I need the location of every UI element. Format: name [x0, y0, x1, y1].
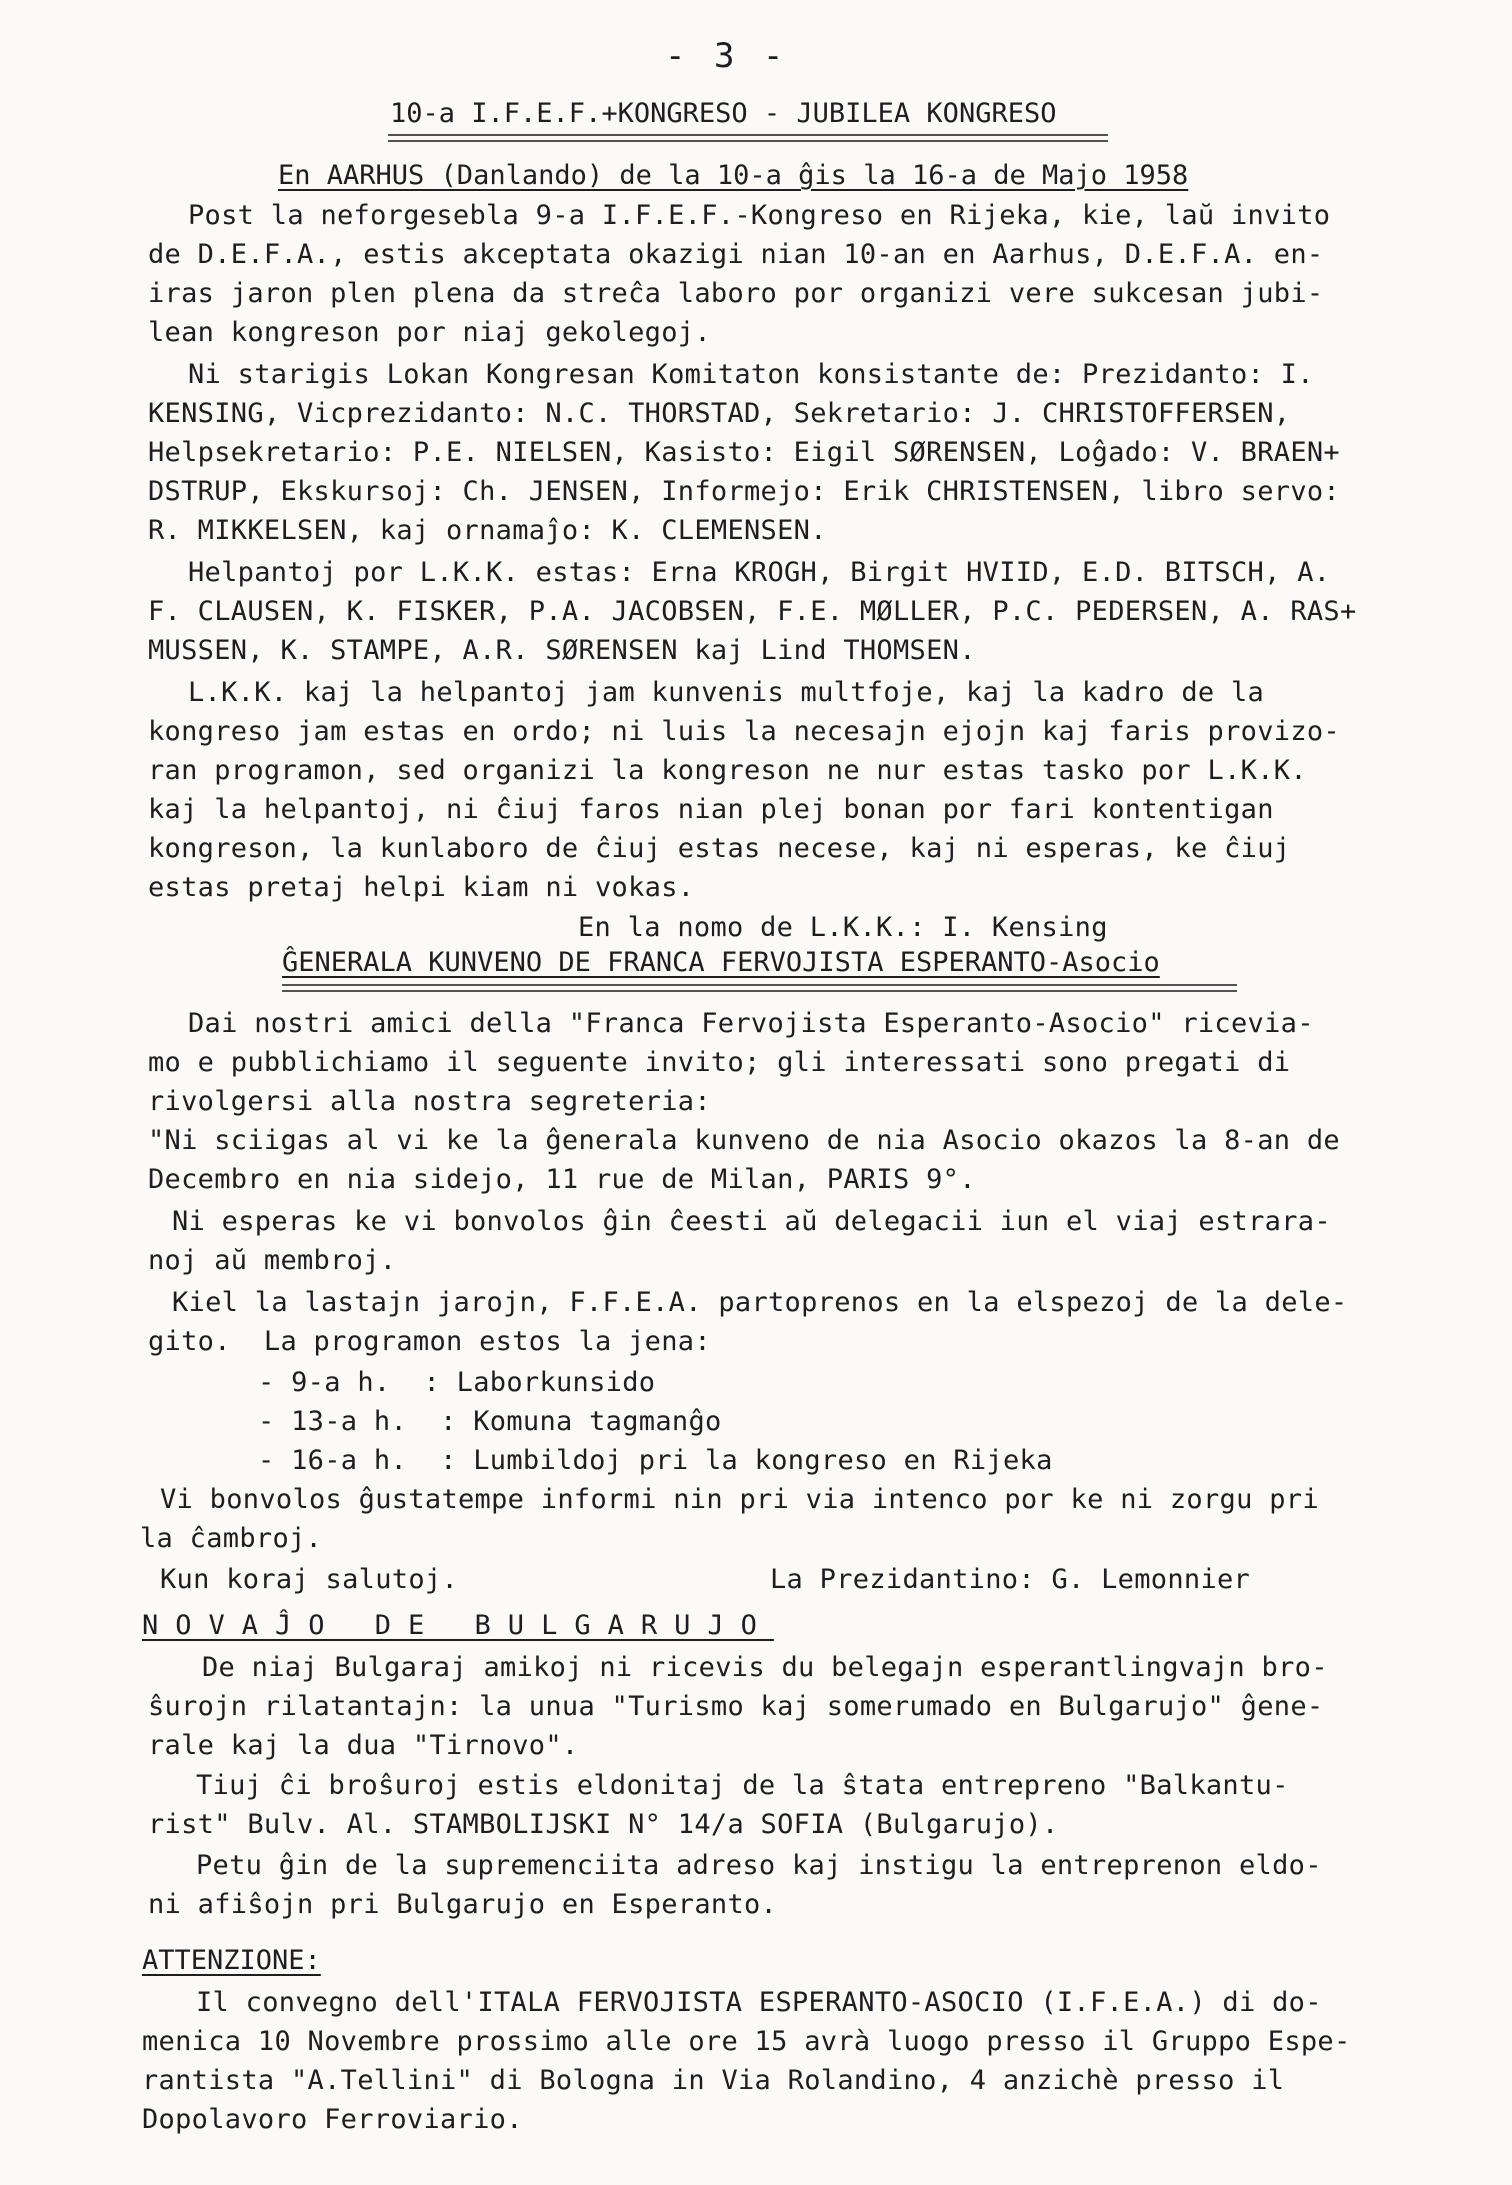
text-line: R. MIKKELSEN, kaj ornamaĵo: K. CLEMENSEN. — [148, 515, 827, 546]
text-line: Tiuj ĉi broŝuroj estis eldonitaj de la ŝtata entrepreno "Balkantu- — [196, 1770, 1289, 1801]
text-line: menica 10 Novembre prossimo alle ore 15 avrà luogo presso il Gruppo Espe- — [142, 2026, 1351, 2057]
article4-title: ATTENZIONE: — [142, 1945, 321, 1976]
article2-title: ĜENERALA KUNVENO DE FRANCA FERVOJISTA ESPERANTO-Asocio — [282, 947, 1160, 978]
program-item: - 13-a h. : Komuna tagmanĝo — [258, 1406, 722, 1437]
double-underline — [282, 984, 1237, 992]
text-line: kongreso jam estas en ordo; ni luis la necesajn ejojn kaj faris provizo- — [148, 716, 1340, 747]
article1-subtitle: En AARHUS (Danlando) de la 10-a ĝis la 16-a de Majo 1958 — [278, 160, 1189, 191]
article3-title: NOVAĴO DE BULGARUJO — [142, 1610, 774, 1641]
page-number: - 3 - — [665, 36, 788, 76]
text-line: rantista "A.Tellini" di Bologna in Via Rolandino, 4 anzichè presso il — [142, 2065, 1285, 2096]
text-line: lean kongreson por niaj gekolegoj. — [148, 317, 711, 348]
text-line: Helpsekretario: P.E. NIELSEN, Kasisto: Eigil SØRENSEN, Loĝado: V. BRAEN+ — [148, 437, 1340, 468]
text-line: Post la neforgesebla 9-a I.F.E.F.-Kongreso en Rijeka, kie, laŭ invito — [188, 200, 1331, 231]
article1-title: 10-a I.F.E.F.+KONGRESO - JUBILEA KONGRESO — [390, 98, 1057, 129]
text-line: Dai nostri amici della "Franca Fervojista Esperanto-Asocio" ricevia- — [188, 1008, 1314, 1039]
double-underline — [388, 134, 1108, 142]
text-line: Ni starigis Lokan Kongresan Komitaton konsistante de: Prezidanto: I. — [188, 359, 1314, 390]
text-line: de D.E.F.A., estis akceptata okazigi nian 10-an en Aarhus, D.E.F.A. en- — [148, 239, 1324, 270]
text-line: estas pretaj helpi kiam ni vokas. — [148, 872, 695, 903]
program-item: - 9-a h. : Laborkunsido — [258, 1367, 656, 1398]
text-line: mo e pubblichiamo il seguente invito; gli interessati sono pregati di — [148, 1047, 1291, 1078]
text-line: ni afiŝojn pri Bulgarujo en Esperanto. — [148, 1889, 778, 1920]
text-line: la ĉambroj. — [140, 1523, 323, 1554]
text-line: MUSSEN, K. STAMPE, A.R. SØRENSEN kaj Lind THOMSEN. — [148, 635, 976, 666]
text-line: De niaj Bulgaraj amikoj ni ricevis du belegajn esperantlingvajn bro- — [202, 1652, 1328, 1683]
text-line: KENSING, Vicprezidanto: N.C. THORSTAD, Sekretario: J. CHRISTOFFERSEN, — [148, 398, 1291, 429]
text-line: Vi bonvolos ĝustatempe informi nin pri via intenco por ke ni zorgu pri — [160, 1484, 1319, 1515]
greeting: Kun koraj salutoj. — [160, 1564, 458, 1595]
text-line: Petu ĝin de la supremenciita adreso kaj instigu la entreprenon eldo- — [196, 1850, 1322, 1881]
text-line: Ni esperas ke vi bonvolos ĝin ĉeesti aŭ delegacii iun el viaj estrara- — [172, 1206, 1331, 1237]
text-line: ŝurojn rilatantajn: la unua "Turismo kaj somerumado en Bulgarujo" ĝene- — [148, 1691, 1324, 1722]
text-line: DSTRUP, Ekskursoj: Ch. JENSEN, Informejo: Erik CHRISTENSEN, libro servo: — [148, 476, 1340, 507]
text-line: rist" Bulv. Al. STAMBOLIJSKI N° 14/a SOFIA (Bulgarujo). — [148, 1809, 1059, 1840]
text-line: gito. La programon estos la jena: — [148, 1326, 711, 1357]
text-line: rale kaj la dua "Tirnovo". — [148, 1730, 579, 1761]
text-line: iras jaron plen plena da streĉa laboro por organizi vere sukcesan jubi- — [148, 278, 1324, 309]
text-line: rivolgersi alla nostra segreteria: — [148, 1086, 711, 1117]
text-line: Kiel la lastajn jarojn, F.F.E.A. partoprenos en la elspezoj de la dele- — [172, 1287, 1348, 1318]
text-line: F. CLAUSEN, K. FISKER, P.A. JACOBSEN, F.E. MØLLER, P.C. PEDERSEN, A. RAS+ — [148, 596, 1357, 627]
text-line: kaj la helpantoj, ni ĉiuj faros nian plej bonan por fari kontentigan — [148, 794, 1274, 825]
text-line: Il convegno dell'ITALA FERVOJISTA ESPERANTO-ASOCIO (I.F.E.A.) di do- — [196, 1987, 1322, 2018]
text-line: noj aŭ membroj. — [148, 1245, 397, 1276]
program-item: - 16-a h. : Lumbildoj pri la kongreso en Rijeka — [258, 1445, 1053, 1476]
text-line: Decembro en nia sidejo, 11 rue de Milan, PARIS 9°. — [148, 1164, 976, 1195]
text-line: ran programon, sed organizi la kongreson ne nur estas tasko por L.K.K. — [148, 755, 1307, 786]
text-line: L.K.K. kaj la helpantoj jam kunvenis multfoje, kaj la kadro de la — [188, 677, 1265, 708]
president-signature: La Prezidantino: G. Lemonnier — [770, 1564, 1251, 1595]
text-line: kongreson, la kunlaboro de ĉiuj estas necese, kaj ni esperas, ke ĉiuj — [148, 833, 1291, 864]
article1-signature: En la nomo de L.K.K.: I. Kensing — [578, 912, 1108, 943]
text-line: Dopolavoro Ferroviario. — [142, 2104, 523, 2135]
text-line: "Ni sciigas al vi ke la ĝenerala kunveno de nia Asocio okazos la 8-an de — [148, 1125, 1340, 1156]
text-line: Helpantoj por L.K.K. estas: Erna KROGH, Birgit HVIID, E.D. BITSCH, A. — [188, 557, 1331, 588]
